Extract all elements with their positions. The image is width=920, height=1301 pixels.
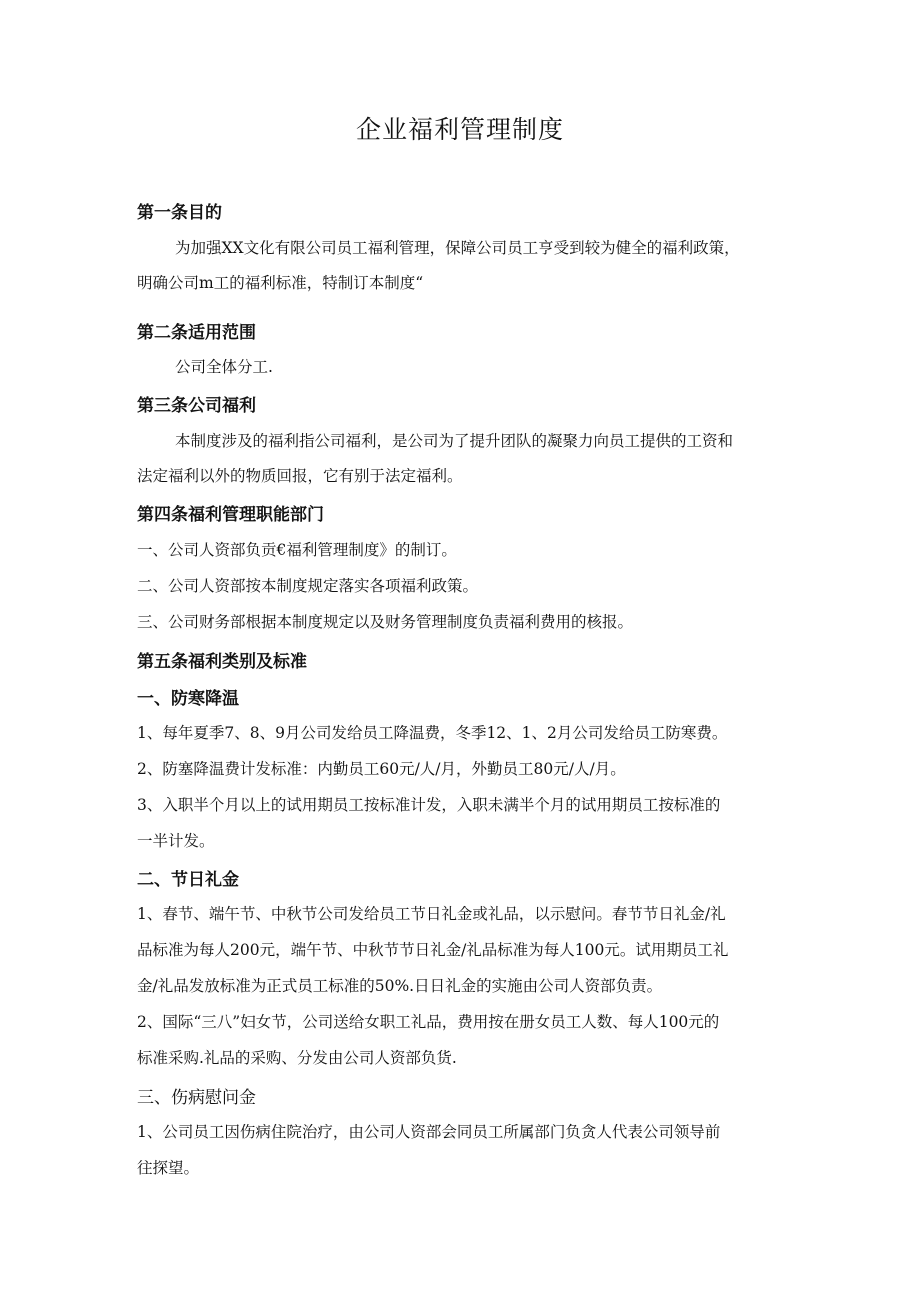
section-2-heading: 第二条适用范围 (137, 323, 256, 343)
section-3-heading: 第三条公司福利 (137, 396, 256, 416)
section-3-line-2: 法定福利以外的物质回报，它有别于法定福利。 (137, 467, 463, 485)
subsection-b-line-4: 2、国际“三八”妇女节，公司送给女职工礼品，费用按在册女员工人数、每人100元的 (137, 1013, 720, 1031)
subsection-b-line-3: 金/礼品发放标准为正式员工标准的50%.日日礼金的实施由公司人资部负责。 (137, 977, 663, 995)
subsection-b-line-5: 标准采购.礼品的采购、分发由公司人资部负货. (137, 1049, 457, 1067)
section-4-line-3: 三、公司财务部根据本制度规定以及财务管理制度负责福利费用的核报。 (137, 613, 634, 631)
subsection-b-line-1: 1、春节、端午节、中秋节公司发给员工节日礼金或礼品，以示慰问。春节节日礼金/礼 (137, 905, 726, 923)
document-title: 企业福利管理制度 (355, 115, 564, 144)
subsection-a-line-4: 一半计发。 (137, 832, 215, 850)
subsection-a-line-3: 3、入职半个月以上的试用期员工按标准计发，入职未满半个月的试用期员工按标准的 (137, 796, 721, 814)
section-3-line-1: 本制度涉及的福利指公司福利，是公司为了提升团队的凝聚力向员工提供的工资和 (175, 432, 734, 450)
subsection-b-line-2: 品标准为每人200元，端午节、中秋节节日礼金/礼品标准为每人100元。试用期员工礼 (137, 941, 729, 959)
subsection-c-heading: 三、伤病慰问金 (137, 1088, 256, 1108)
section-1-heading: 第一条目的 (137, 203, 222, 223)
subsection-b-heading: 二、节日礼金 (137, 870, 239, 890)
subsection-c-line-2: 往探望。 (137, 1159, 200, 1177)
section-1-line-1: 为加强XX文化有限公司员工福利管理，保障公司员工亨受到较为健全的福利政策， (175, 239, 740, 257)
subsection-a-line-2: 2、防塞降温费计发标准：内勤员工60元/人/月，外勤员工80元/人/月。 (137, 760, 626, 778)
section-4-line-1: 一、公司人资部负贡€福利管理制度》的制订。 (137, 541, 457, 559)
section-5-heading: 第五条福利类别及标准 (137, 652, 307, 672)
subsection-c-line-1: 1、公司员工因伤病住院治疗，由公司人资部会同员工所属部门负贪人代表公司领导前 (137, 1123, 721, 1141)
subsection-a-heading: 一、防寒降温 (137, 689, 239, 709)
section-4-line-2: 二、公司人资部按本制度规定落实各项福利政策。 (137, 577, 479, 595)
subsection-a-line-1: 1、每年夏季7、8、9月公司发给员工降温费，冬季12、1、2月公司发给员工防寒费。 (137, 724, 728, 742)
section-1-line-2: 明确公司m工的福利标准，特制订本制度“ (137, 274, 424, 292)
section-4-heading: 第四条福利管理职能部门 (137, 505, 324, 525)
section-2-line-1: 公司全体分工. (175, 358, 273, 376)
